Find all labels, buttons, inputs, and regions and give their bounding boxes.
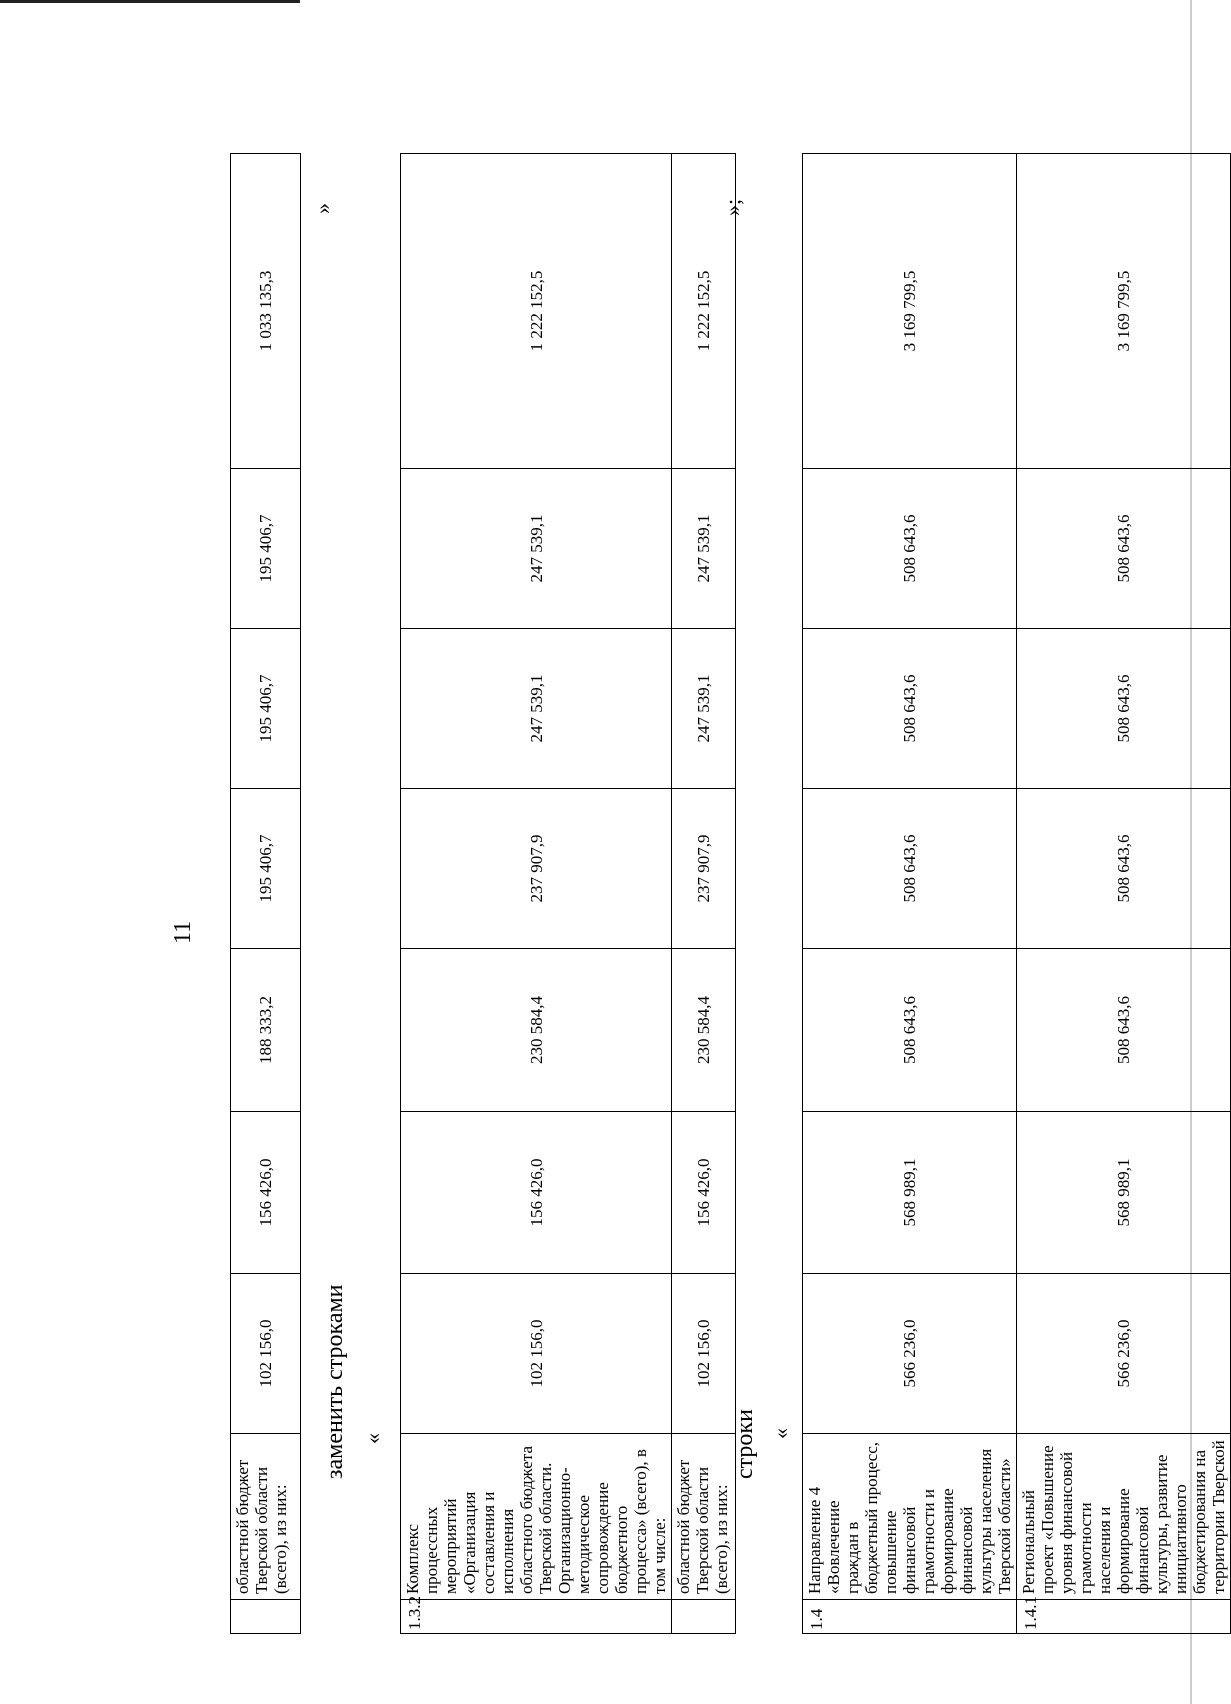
row-description-cell: областной бюджет Тверской области (всего), из них: [672,1434,736,1600]
table2-body [401,154,736,1634]
table3-body [803,154,1231,1634]
row-description-cell: Региональный проект «Повышение уровня финансовой грамотности населения и формирование финансовой культуры, развитие инициативного бюджетирования на территории Тверской [1017,1434,1231,1600]
value-cell: 508 643,6 [1017,469,1231,629]
value-cell: 237 907,9 [401,789,672,949]
table-replacement-rows [400,153,736,1634]
caption-replace-with-rows: заменить строками [322,1284,348,1479]
value-cell: 247 539,1 [401,629,672,789]
closing-quote-1: » [310,203,335,214]
value-cell: 508 643,6 [1017,949,1231,1112]
opening-quote-2: « [768,1428,793,1439]
value-cell: 156 426,0 [672,1112,736,1274]
caption-rows: строки [732,1409,758,1479]
row-description-cell: Направление 4 «Вовлечение граждан в бюджетный процесс, повышение финансовой грамотности и формирование финансовой культуры населения Тверской области» [803,1434,1017,1600]
row-index-cell [672,1600,736,1634]
value-cell: 568 989,1 [1017,1112,1231,1274]
value-cell: 1 033 135,3 [231,154,301,469]
value-cell: 156 426,0 [401,1112,672,1274]
value-cell: 508 643,6 [803,949,1017,1112]
table-previous-rows [230,153,301,1634]
row-description-cell: областной бюджет Тверской области (всего), из них: [231,1434,301,1600]
value-cell: 195 406,7 [231,789,301,949]
table-row [231,154,301,1634]
value-cell: 566 236,0 [1017,1274,1231,1434]
value-cell: 102 156,0 [231,1274,301,1434]
value-cell: 566 236,0 [803,1274,1017,1434]
table1-body [231,154,301,1634]
table-next-rows [802,153,1231,1634]
rotated-page [60,124,1228,1704]
closing-quote-2: »; [720,198,745,216]
value-cell: 508 643,6 [803,469,1017,629]
page-number: 11 [170,920,196,944]
scan-top-line [0,0,300,3]
value-cell: 1 222 152,5 [401,154,672,469]
opening-quote-1: « [360,1433,385,1444]
value-cell: 508 643,6 [803,789,1017,949]
value-cell: 247 539,1 [672,469,736,629]
row-description-cell: Комплекс процессных мероприятий «Организация составления и исполнения областного бюджета Тверской области. Организационно-методическое сопровождение бюджетного процесса» (всего), в том числе: [401,1434,672,1600]
value-cell: 508 643,6 [803,629,1017,789]
row-index-cell: 1.4.1 [1017,1600,1231,1634]
value-cell: 230 584,4 [672,949,736,1112]
value-cell: 230 584,4 [401,949,672,1112]
value-cell: 568 989,1 [803,1112,1017,1274]
value-cell: 508 643,6 [1017,629,1231,789]
value-cell: 188 333,2 [231,949,301,1112]
value-cell: 3 169 799,5 [803,154,1017,469]
table-row [401,154,672,1634]
value-cell: 102 156,0 [672,1274,736,1434]
table-row [672,154,736,1634]
row-index-cell: 1.4 [803,1600,1017,1634]
value-cell: 508 643,6 [1017,789,1231,949]
value-cell: 195 406,7 [231,629,301,789]
value-cell: 156 426,0 [231,1112,301,1274]
value-cell: 237 907,9 [672,789,736,949]
value-cell: 195 406,7 [231,469,301,629]
value-cell: 247 539,1 [401,469,672,629]
value-cell: 1 222 152,5 [672,154,736,469]
table-row [1017,154,1231,1634]
row-index-cell [231,1600,301,1634]
row-index-cell: 1.3.2 [401,1600,672,1634]
table-row [803,154,1017,1634]
value-cell: 102 156,0 [401,1274,672,1434]
value-cell: 247 539,1 [672,629,736,789]
value-cell: 3 169 799,5 [1017,154,1231,469]
